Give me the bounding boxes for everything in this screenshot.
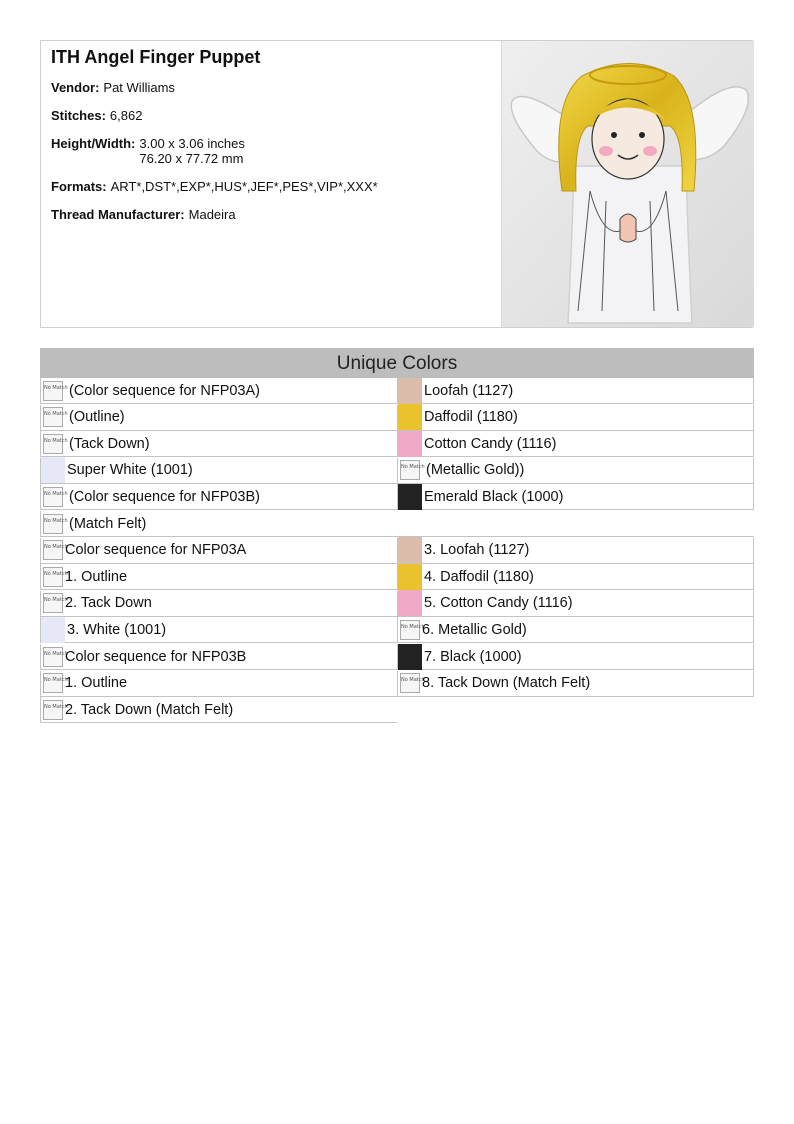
left-color-row: [40, 458, 397, 484]
color-label: Super White (1001): [67, 462, 193, 479]
left-color-row: [40, 671, 397, 697]
right-color-row: [397, 431, 754, 457]
unique-colors-header: Unique Colors: [40, 348, 754, 378]
unique-colors-table: [40, 348, 754, 724]
color-swatch: [41, 457, 65, 483]
color-label: (Match Felt): [69, 515, 147, 532]
right-color-row: [397, 484, 754, 510]
right-color-row: [397, 591, 754, 617]
thread-value: Madeira: [188, 207, 236, 222]
no-match-icon: No Match: [43, 647, 63, 667]
color-label: (Color sequence for NFP03A): [69, 382, 260, 399]
right-color-row: [397, 458, 754, 484]
no-match-icon: No Match: [43, 700, 63, 720]
color-label: 8. Tack Down (Match Felt): [422, 675, 591, 692]
color-label: 4. Daffodil (1180): [424, 568, 534, 585]
color-label: Loofah (1127): [424, 382, 514, 399]
color-swatch: [398, 431, 422, 457]
color-label: Color sequence for NFP03B: [65, 648, 247, 665]
color-swatch: [398, 378, 422, 404]
color-swatch: [398, 484, 422, 510]
formats-label: Formats:: [51, 179, 107, 194]
size-label: Height/Width:: [51, 136, 136, 151]
color-label: 6. Metallic Gold): [422, 621, 527, 638]
color-label: (Tack Down): [69, 435, 150, 452]
left-color-row: [40, 591, 397, 617]
vendor-row: [51, 80, 501, 95]
color-label: Color sequence for NFP03A: [65, 542, 247, 559]
no-match-icon: No Match: [400, 673, 420, 693]
left-color-row: [40, 405, 397, 431]
design-info-panel: [40, 40, 753, 328]
stitches-label: Stitches:: [51, 108, 106, 123]
design-title: ITH Angel Finger Puppet: [51, 47, 261, 67]
color-label: 2. Tack Down: [65, 595, 152, 612]
left-color-row: [40, 484, 397, 510]
color-label: (Outline): [69, 409, 125, 426]
empty-cell: [397, 511, 754, 537]
no-match-icon: No Match: [400, 620, 420, 640]
color-label: 5. Cotton Candy (1116): [424, 595, 573, 612]
color-label: 1. Outline: [65, 568, 128, 585]
design-photo: [501, 41, 754, 327]
angel-illustration: [502, 41, 754, 327]
stitches-row: [51, 108, 501, 123]
color-label: Emerald Black (1000): [424, 488, 564, 505]
no-match-icon: No Match: [43, 673, 63, 693]
right-color-row: [397, 564, 754, 590]
right-color-row: [397, 617, 754, 643]
color-swatch: [398, 644, 422, 670]
right-color-row: [397, 644, 754, 670]
design-details: [51, 47, 501, 235]
left-color-row: [40, 617, 397, 643]
left-color-row: [40, 697, 397, 723]
color-swatch: [398, 537, 422, 563]
size-values: [139, 136, 245, 166]
size-mm: 76.20 x 77.72 mm: [139, 151, 244, 166]
right-color-row: [397, 405, 754, 431]
no-match-icon: No Match: [43, 593, 63, 613]
color-label: 2. Tack Down (Match Felt): [65, 701, 234, 718]
color-label: Cotton Candy (1116): [424, 435, 557, 452]
left-color-row: [40, 378, 397, 404]
no-match-icon: No Match: [400, 460, 420, 480]
size-inches: 3.00 x 3.06 inches: [139, 136, 245, 151]
no-match-icon: No Match: [43, 434, 63, 454]
color-swatch: [41, 617, 65, 643]
no-match-icon: No Match: [43, 381, 63, 401]
left-color-row: [40, 564, 397, 590]
right-color-row: [397, 538, 754, 564]
no-match-icon: No Match: [43, 514, 63, 534]
right-color-row: [397, 671, 754, 697]
color-swatch: [398, 404, 422, 430]
left-color-row: [40, 511, 397, 537]
color-label: (Metallic Gold)): [426, 462, 525, 479]
thread-row: [51, 207, 501, 222]
color-label: 7. Black (1000): [424, 648, 522, 665]
left-color-row: [40, 644, 397, 670]
color-label: 3. White (1001): [67, 621, 167, 638]
no-match-icon: No Match: [43, 487, 63, 507]
no-match-icon: No Match: [43, 407, 63, 427]
color-swatch: [398, 564, 422, 590]
color-label: 3. Loofah (1127): [424, 542, 530, 559]
stitches-value: 6,862: [109, 108, 143, 123]
no-match-icon: No Match: [43, 567, 63, 587]
left-color-row: [40, 431, 397, 457]
formats-row: [51, 179, 501, 194]
right-color-row: [397, 378, 754, 404]
color-label: Daffodil (1180): [424, 409, 518, 426]
size-row: [51, 136, 501, 166]
vendor-value: Pat Williams: [103, 80, 175, 95]
color-label: (Color sequence for NFP03B): [69, 488, 260, 505]
colors-grid: [40, 378, 754, 724]
color-swatch: [398, 590, 422, 616]
vendor-label: Vendor:: [51, 80, 100, 95]
color-label: 1. Outline: [65, 675, 128, 692]
thread-label: Thread Manufacturer:: [51, 207, 185, 222]
left-color-row: [40, 538, 397, 564]
no-match-icon: No Match: [43, 540, 63, 560]
formats-value: ART*,DST*,EXP*,HUS*,JEF*,PES*,VIP*,XXX*: [110, 179, 378, 194]
